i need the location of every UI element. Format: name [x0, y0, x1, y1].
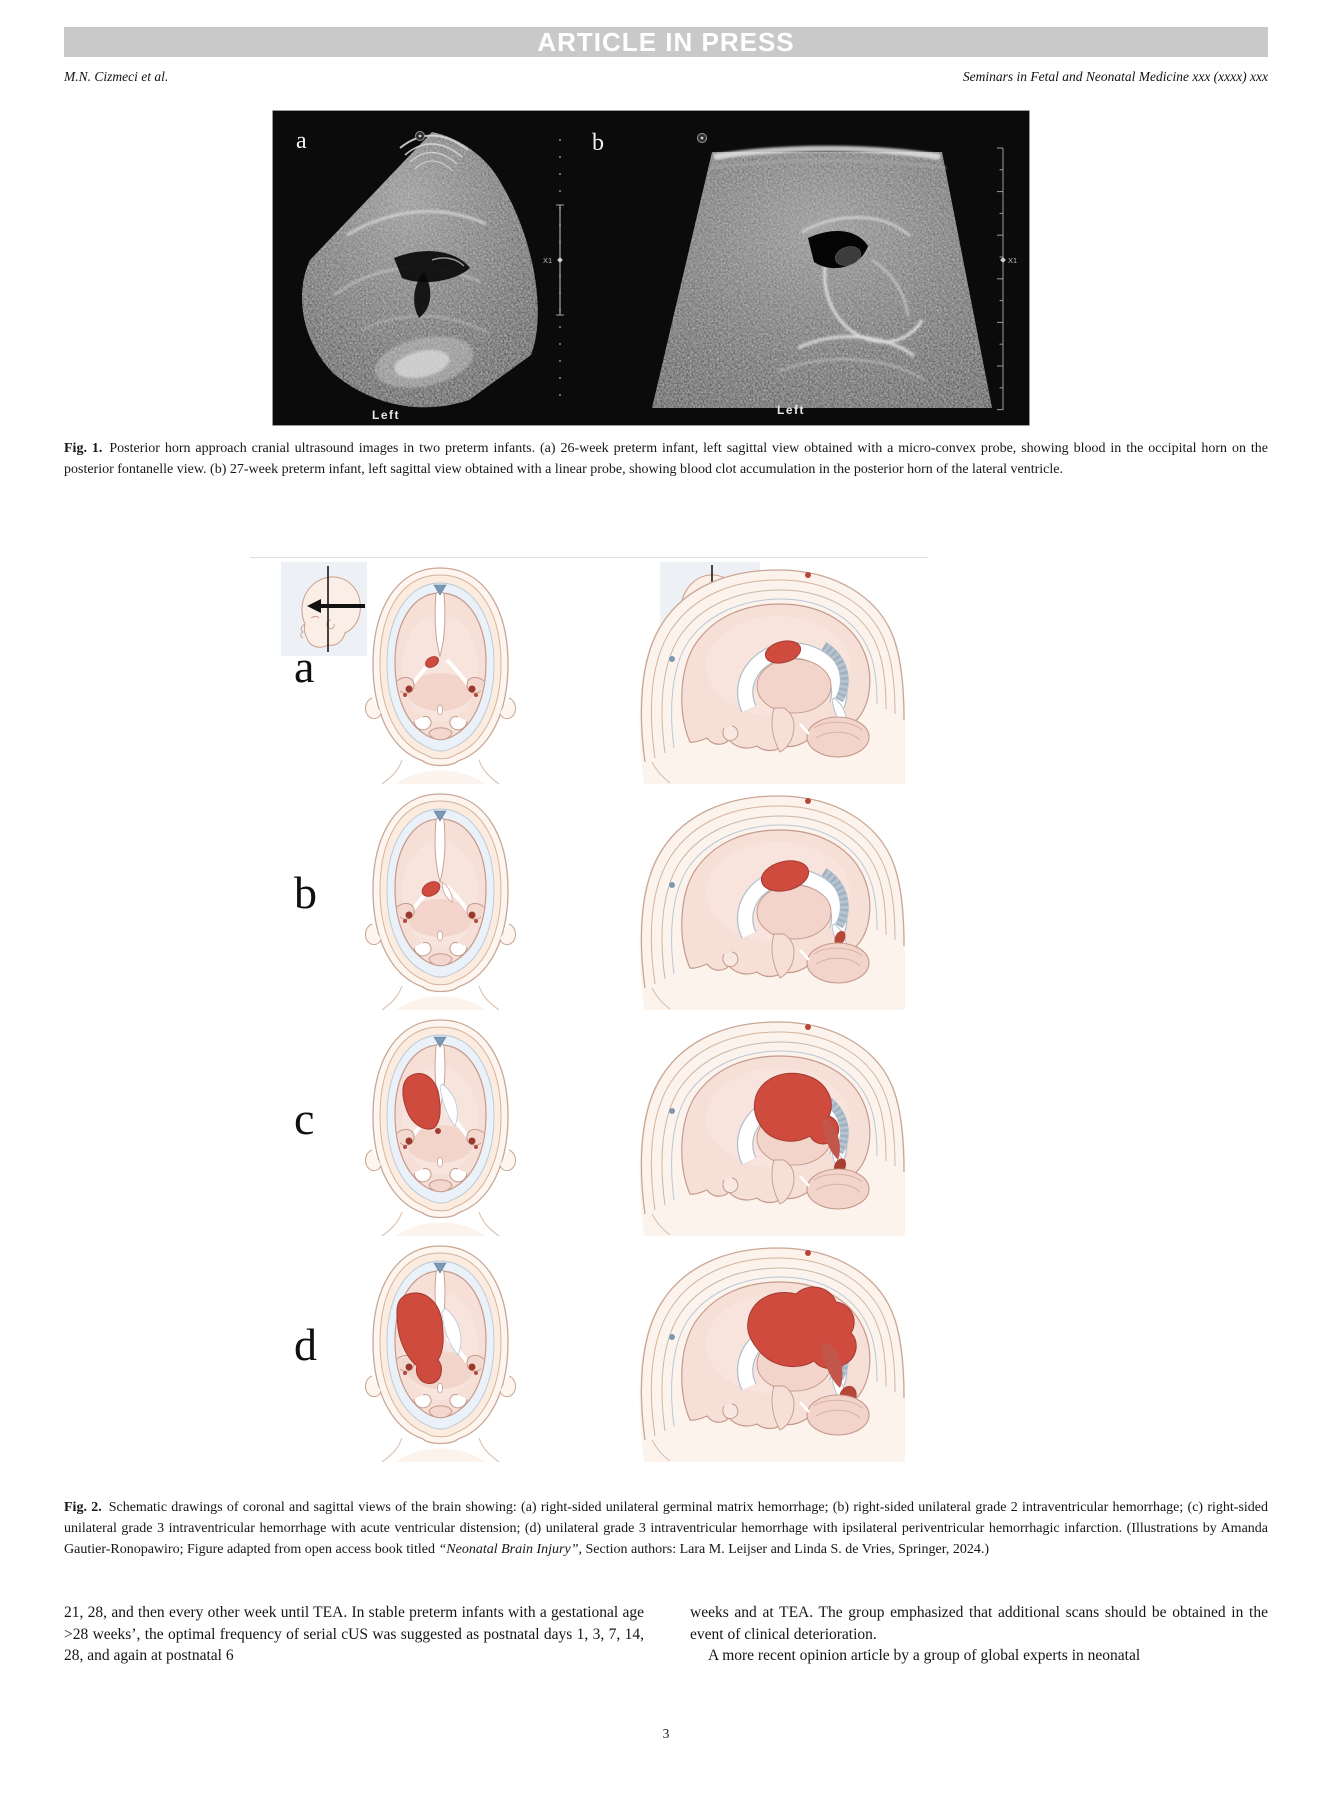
figure1-caption-text: Posterior horn approach cranial ultrasound images in two preterm infants. (a) 26-week preterm infant, left sagittal view obtained with a micro-convex probe, showing blood in the occipital horn on the posterior fontanelle view. (b) 27-week preterm infant, left sagittal view obtained with a linear probe, showing blood clot accumulation in the posterior horn of the lateral ventricle. [64, 441, 1268, 477]
article-in-press-text: ARTICLE IN PRESS [537, 27, 795, 57]
body-paragraph: weeks and at TEA. The group emphasized that additional scans should be obtained in the event of clinical deterioration. [690, 1604, 1268, 1643]
probe-marker-dot-icon [701, 137, 704, 140]
figure2-caption-text: Schematic drawings of coronal and sagittal views of the brain showing: (a) right-sided unilateral germinal matrix hemorrhage; (b) right-sided unilateral grade 2 intraventricular hemorrhage; (c) right-sided unilateral grade 3 intraventricular hemorrhage with acute ventricular distension; (d) unilateral grade 3 intraventricular hemorrhage with ipsilateral periventricular hemorrhagic infarction. (Illustrations by Amanda Gautier-Ronopawiro; Figure adapted from open access book titled [64, 1500, 1268, 1557]
figure2-caption-text-end: , Section authors: Lara M. Leijser and Linda S. de Vries, Springer, 2024.) [578, 1542, 989, 1557]
figure2-caption [64, 1497, 1268, 1560]
coronal-brain-drawing [338, 788, 543, 1010]
figure1-caption [64, 438, 1268, 480]
figure1-caption-tag: Fig. 1. [64, 441, 103, 456]
sagittal-brain-drawing [628, 562, 923, 784]
sagittal-brain-drawing [628, 788, 923, 1010]
fig1-panel-letter-a: a [296, 128, 307, 154]
sagittal-brain-drawing [628, 1014, 923, 1236]
fig1-left-orientation-label-a: Left [372, 408, 400, 422]
figure2-caption-book-title: “Neonatal Brain Injury” [438, 1542, 579, 1557]
running-header [64, 69, 1268, 85]
body-text-right-column [690, 1602, 1268, 1667]
fig2-row-label-d: d [294, 1319, 317, 1370]
fig2-row-c [278, 1010, 928, 1236]
sagittal-brain-drawing [628, 1240, 923, 1462]
running-header-authors: M.N. Cizmeci et al. [64, 69, 169, 84]
figure2-schematic-panel [278, 558, 928, 1464]
fig2-row-label-c: c [294, 1093, 315, 1144]
coronal-brain-drawing [338, 1014, 543, 1236]
body-text-left-column: 21, 28, and then every other week until TEA. In stable preterm infants with a gestational age >28 weeks’, the optimal frequency of serial cUS was suggested as postnatal days 1, 3, 7, 14, 28, and again at postnatal 6 [64, 1604, 644, 1664]
figure2-caption-tag: Fig. 2. [64, 1500, 102, 1515]
fig1-left-orientation-label-b: Left [777, 403, 805, 417]
body-paragraph: A more recent opinion article by a group of global experts in neonatal [708, 1647, 1141, 1664]
fig2-row-d [278, 1236, 928, 1462]
coronal-brain-drawing [338, 1240, 543, 1462]
running-header-journal: Seminars in Fetal and Neonatal Medicine xxx (xxxx) xxx [962, 69, 1268, 84]
fig2-row-b [278, 784, 928, 1010]
figure1-ultrasound-panel [272, 110, 1030, 426]
fig1-panel-letter-b: b [592, 130, 604, 156]
fig2-row-label-b: b [294, 867, 317, 918]
fig1-scale-zoom-label-b: X1 [1008, 256, 1018, 265]
article-in-press-banner [64, 27, 1268, 57]
fig2-row-a [278, 558, 928, 784]
fig1-scale-zoom-label-a: X1 [543, 256, 553, 265]
page-number: 3 [662, 1726, 670, 1741]
coronal-brain-drawing [338, 562, 543, 784]
probe-marker-dot-icon [419, 135, 422, 138]
fig2-row-label-a: a [294, 641, 315, 692]
